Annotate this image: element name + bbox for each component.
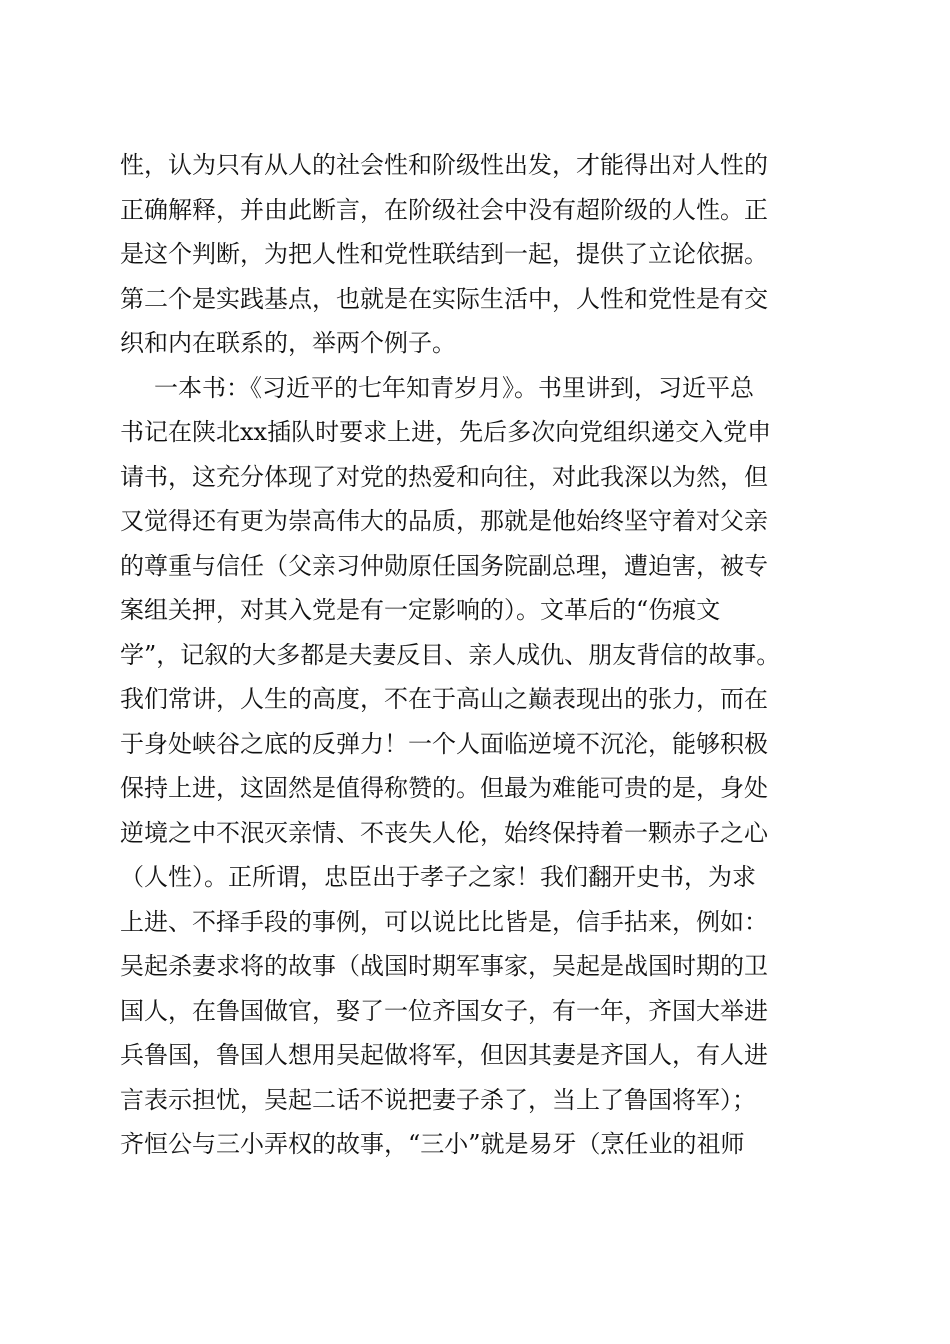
document-body <box>120 143 840 1167</box>
text-line: 国人，在鲁国做官，娶了一位齐国女子，有一年，齐国大举进 <box>120 996 768 1025</box>
text-line: 我们常讲，人生的高度，不在于高山之巅表现出的张力，而在 <box>120 685 768 713</box>
text-line: 性，认为只有从人的社会性和阶级性出发，才能得出对人性的 <box>120 151 768 179</box>
text-line: （人性）。正所谓，忠臣出于孝子之家！我们翻开史书，为求 <box>120 863 756 891</box>
text-line: 学”，记叙的大多都是夫妻反目、亲人成仇、朋友背信的故事。 <box>120 640 781 669</box>
text-line: 吴起杀妻求将的故事（战国时期军事家，吴起是战国时期的卫 <box>120 952 768 980</box>
text-line: 齐恒公与三小弄权的故事，“三小”就是易牙（烹任业的祖师 <box>120 1130 745 1158</box>
text-line: 织和内在联系的，举两个例子。 <box>120 329 456 357</box>
text-line: 逆境之中不泯灭亲情、不丧失人伦，始终保持着一颗赤子之心 <box>120 818 768 847</box>
text-line: 的尊重与信任（父亲习仲勋原任国务院副总理，遭迫害，被专 <box>120 551 768 580</box>
paragraph-first-line: 一本书：《习近平的七年知青岁月》。书里讲到，习近平总 <box>154 373 754 402</box>
text-line: 正确解释，并由此断言，在阶级社会中没有超阶级的人性。正 <box>120 195 768 224</box>
text-line: 案组关押，对其入党是有一定影响的）。文革后的“伤痕文 <box>120 596 721 624</box>
text-line: 于身处峡谷之底的反弹力！一个人面临逆境不沉沦，能够积极 <box>120 729 768 758</box>
text-line: 言表示担忧，吴起二话不说把妻子杀了，当上了鲁国将军）； <box>120 1085 756 1114</box>
text-line: 保持上进，这固然是值得称赞的。但最为难能可贵的是，身处 <box>120 774 768 802</box>
text-line: 第二个是实践基点，也就是在实际生活中，人性和党性是有交 <box>120 284 768 313</box>
text-line: 上进、不择手段的事例，可以说比比皆是，信手拈来，例如： <box>120 907 768 936</box>
text-line: 又觉得还有更为崇高伟大的品质，那就是他始终坚守着对父亲 <box>120 507 768 535</box>
text-line: 兵鲁国，鲁国人想用吴起做将军，但因其妻是齐国人，有人进 <box>120 1041 768 1069</box>
text-line: 是这个判断，为把人性和党性联结到一起，提供了立论依据。 <box>120 240 768 268</box>
text-line: 书记在陕北xx插队时要求上进，先后多次向党组织递交入党申 <box>120 418 772 446</box>
text-line: 请书，这充分体现了对党的热爱和向往，对此我深以为然，但 <box>120 462 768 491</box>
